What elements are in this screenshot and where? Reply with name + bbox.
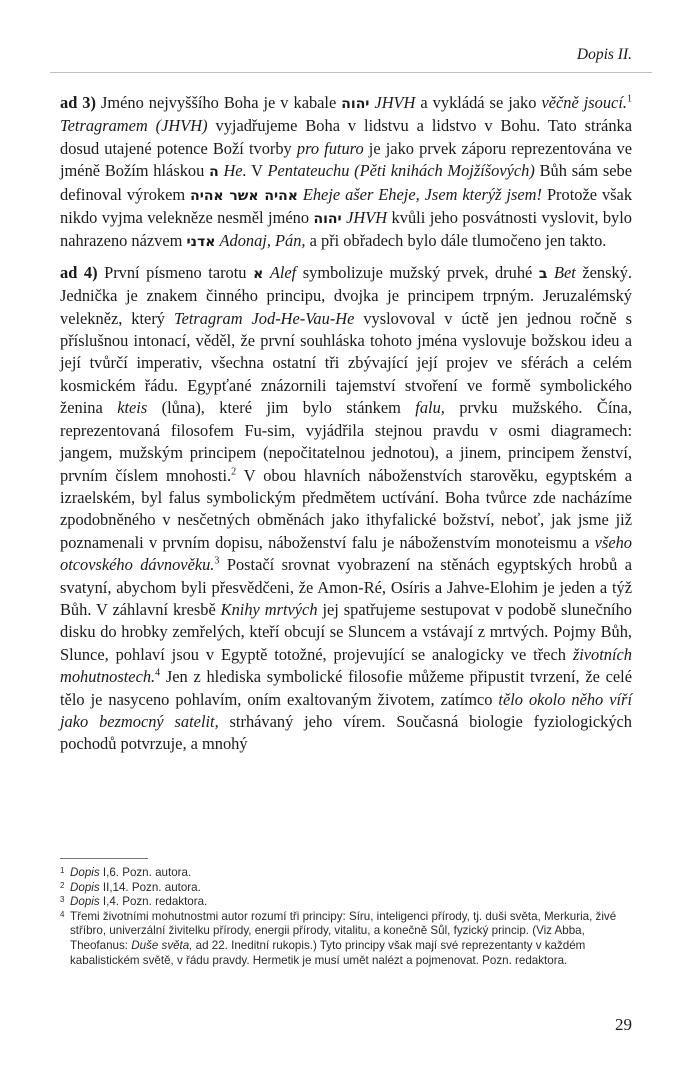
text-run: Třemi životními mohutnostmi autor rozumí tři principy: Síru, inteligenci přírody, tj. duši světa, Merkuria, živé stříbro, univerzální živitelku přírody, energii přírody, vitalitu, a konečně Sůl, fyzický princip. (Viz Abba, Theofanus:: [70, 909, 617, 952]
italic-run: tělo okolo něho víří jako bezmocný satelit,: [60, 689, 632, 731]
hebrew-text: ה: [209, 164, 219, 181]
text-run: Bůh sám sebe definoval výrokem: [60, 161, 632, 204]
paragraph-ad-4: [60, 262, 632, 756]
text-run: symbolizuje mužský prvek, druhé: [296, 262, 539, 282]
footnote-2: [60, 881, 632, 896]
footnote-1: [60, 866, 632, 881]
text-run: a vykládá se jako: [415, 93, 542, 112]
italic-run: životních mohutnostech.: [60, 644, 632, 687]
italic-run: Pentateuchu (Pěti knihách Mojžíšových): [267, 161, 535, 181]
footnote-rule: [60, 858, 148, 859]
text-run: prvku mužského. Čína, reprezentovaná filosofem Fu-sim, vyjádřila stejnou pravdu v osmi diagramech: jangem, mužským principem (nepočitatelnou jednotou), a jinem, principem ženství, prvním číslem mnohosti.: [60, 398, 632, 485]
main-text: [60, 92, 632, 764]
italic-run: pro futuro: [296, 138, 364, 158]
text-run: V: [246, 161, 268, 181]
hebrew-text: ב: [538, 265, 548, 282]
italic-run: Dopis: [70, 895, 100, 909]
text-run: První písmeno tarotu: [97, 262, 254, 282]
italic-run: věčně jsoucí.: [541, 93, 627, 112]
italic-run: He.: [218, 161, 247, 181]
text-run: Jen z hlediska symbolické filosofie můžeme připustit tvrzení, že celé tělo je nasyceno pohlavím, oním exaltovaným životem, zatímco: [60, 667, 632, 709]
italic-run: Duše světa,: [131, 938, 193, 952]
hebrew-text: אהיה אשר אהיה: [190, 187, 298, 204]
text-run: I,4. Pozn. redaktora.: [99, 895, 208, 909]
text-run: a při obřadech bylo dále tlumočeno jen takto.: [305, 231, 607, 251]
running-title: Dopis II.: [576, 46, 632, 63]
text-run: I,6. Pozn. autora.: [99, 866, 192, 879]
text-run: II,14. Pozn. autora.: [99, 880, 201, 894]
footnote-number: 2: [60, 880, 65, 890]
italic-run: Tetragramem (JHVH): [60, 116, 208, 136]
footnote-3: [60, 895, 632, 910]
italic-run: Dopis: [70, 880, 100, 894]
text-run: Protože však nikdo vyjma velekněze nesměl jméno: [60, 184, 633, 228]
footnote-number: 1: [60, 866, 65, 875]
footnote-number: 4: [60, 909, 65, 919]
italic-run: falu,: [415, 398, 445, 418]
footnote-number: 3: [60, 895, 65, 905]
italic-run: Eheje ašer Eheje, Jsem kterýž jsem!: [297, 184, 542, 204]
paragraph-ad-3: [60, 92, 632, 254]
paragraph-lead: ad 4): [60, 262, 98, 282]
italic-run: Dopis: [70, 866, 100, 879]
text-run: vyslovoval v úctě jen jednou ročně s příslušnou intonací, věděl, že první souhláska tohoto jména vyslovuje božskou ideu a její tvůrčí imperativ, všechna ostatní tři zbývající její projev ve sférách a celém kosmickém řádu. Egypťané znázornili tajemství stvoření ve formě symbolického ženina: [60, 308, 632, 418]
text-run: ženský. Jednička je znakem činného principu, dvojka je principem trpným. Jeruzalémský velekněz, který: [60, 262, 632, 328]
italic-run: Bet: [547, 262, 576, 282]
header-rule: [50, 72, 652, 73]
footnote-ref: 3: [214, 555, 220, 567]
italic-run: Adonaj, Pán,: [215, 231, 306, 251]
text-run: V obou hlavních náboženstvích starověku, egyptském a izraelském, byl falus symbolickým předmětem uctívání. Boha tvůrce zde nacházíme zpodobněného v nesčetných obměnách jako ithyfalické božství, neboť, jak jsme již poznamenali v prvním dopisu, náboženství falu je náboženstvím monoteismu a: [60, 465, 632, 552]
italic-run: Alef: [263, 262, 297, 282]
text-run: strhávaný jeho vírem. Současná biologie fyziologických pochodů potvrzuje, a mnohý: [60, 711, 632, 754]
text-run: Postačí srovnat vyobrazení na stěnách egyptských hrobů a svatyní, abychom byli přesvědčeni, že Amon-Ré, Osíris a Jahve-Elohim je jeden a týž Bůh. V záhlavní kresbě: [60, 555, 632, 619]
italic-run: Tetragram Jod-He-Vau-He: [173, 308, 355, 328]
footnote-ref: 4: [155, 667, 161, 679]
text-run: (lůna), které jim bylo stánkem: [147, 398, 416, 418]
italic-run: JHVH: [369, 93, 416, 112]
footnotes: [60, 866, 632, 968]
hebrew-text: יהוה: [313, 211, 342, 228]
page-number: 29: [615, 1015, 632, 1034]
text-run: ad 22. Ineditní rukopis.) Tyto principy však mají své reprezentanty v každém kabalistickém světě, v řádu pravdy. Hermetik je musí umět nalézt a pojmenovat. Pozn. redaktora.: [70, 938, 586, 967]
text-run: jej spatřujeme sestupovat v podobě slunečního disku do hrobky zemřelých, kteří obcují se Sluncem a vstávají z mrtvých. Pojmy Bůh, Slunce, pohlaví jsou v Egyptě totožné, projevující se analogicky ve třech: [60, 599, 632, 664]
text-run: Jméno nejvyššího Boha je v kabale: [95, 93, 342, 112]
paragraph-lead: ad 3): [60, 93, 96, 112]
text-run: vyjadřujeme Boha v lidstvu a lidstvo v Bohu. Tato stránka dosud utajené potence Boží tvorby: [60, 116, 632, 158]
italic-run: kteis: [117, 398, 148, 418]
italic-run: Knihy mrtvých: [220, 599, 318, 619]
italic-run: JHVH: [341, 208, 388, 228]
footnote-4: [60, 910, 632, 968]
hebrew-text: אדני: [186, 234, 216, 251]
italic-run: všeho otcovského dávnověku.: [60, 532, 632, 575]
hebrew-text: יהוה: [341, 96, 370, 112]
footnote-ref: 1: [626, 93, 632, 105]
text-run: kvůli jeho posvátnosti vyslovit, bylo nahrazeno názvem: [60, 208, 633, 251]
hebrew-text: א: [253, 265, 264, 282]
text-run: je jako prvek záporu reprezentována ve jméně Božím hláskou: [60, 138, 632, 181]
footnote-ref: 2: [231, 466, 237, 478]
